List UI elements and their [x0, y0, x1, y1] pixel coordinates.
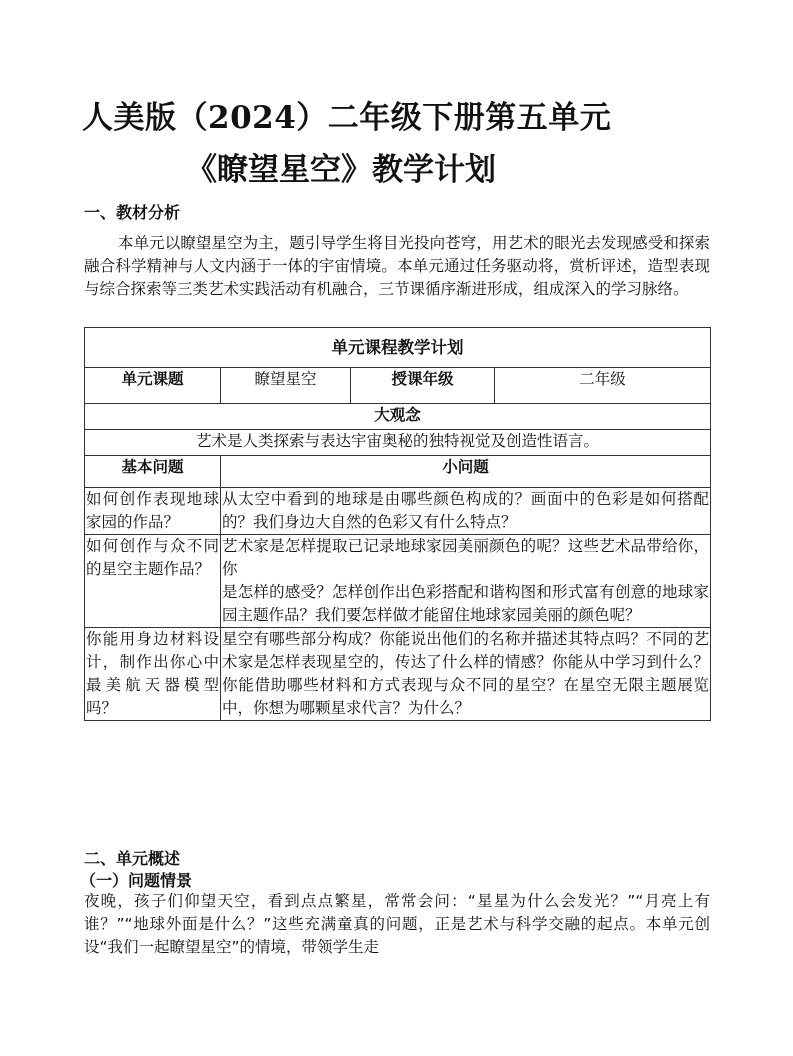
basic-question-3: 你能用身边材料设计，制作出你心中最美航天器模型吗？: [85, 628, 221, 721]
small-questions-1: 从太空中看到的地球是由哪些颜色构成的？画面中的色彩是如何搭配的？我们身边大自然的色彩又有什么特点？: [221, 488, 711, 535]
grade-value: 二年级: [495, 368, 711, 404]
document-title-line1: 人美版（2024）二年级下册第五单元: [82, 100, 612, 136]
small-questions-3: 星空有哪些部分构成？你能说出他们的名称并描述其特点吗？不同的艺术家是怎样表现星空的，传达了什么样的情感？你能从中学习到什么？你能借助哪些材料和方式表现与众不同的星空？在星空无限主题展览中，你想为哪颗星求代言？为什么？: [221, 628, 711, 721]
document-title-line2: 《瞭望星空》教学计划: [186, 152, 496, 188]
section1-heading: 一、教材分析: [84, 203, 181, 222]
col-header-basic: 基本问题: [85, 456, 221, 488]
small-questions-2-line-a: 艺术家是怎样提取已记录地球家园美丽颜色的呢？这些艺术品带给你，你: [222, 537, 709, 578]
small-questions-2-line-b: 是怎样的感受？怎样创作出色彩搭配和谐构图和形式富有创意的地球家园主题作品？我们要怎样做才能留住地球家园美丽的颜色呢？: [222, 583, 709, 624]
topic-label: 单元课题: [85, 368, 221, 404]
section1-paragraph: 本单元以瞭望星空为主，题引导学生将目光投向苍穹，用艺术的眼光去发现感受和探索融合科学精神与人文内涵于一体的宇宙情境。本单元通过任务驱动将，赏析评述，造型表现与综合探索等三类艺术实践活动有机融合，三节课循序渐进形成，组成深入的学习脉络。: [84, 234, 710, 298]
big-idea-label: 大观念: [85, 404, 711, 430]
basic-question-1: 如何创作表现地球家园的作品？: [85, 488, 221, 535]
table-caption: 单元课程教学计划: [85, 328, 711, 368]
section2-subheading: （一）问题情景: [80, 871, 193, 890]
unit-plan-table: [84, 327, 711, 721]
topic-value: 瞭望星空: [221, 368, 351, 404]
section2-heading: 二、单元概述: [84, 849, 181, 868]
basic-question-2: 如何创作与众不同的星空主题作品？: [85, 535, 221, 628]
grade-label: 授课年级: [351, 368, 495, 404]
section2-paragraph: 夜晚，孩子们仰望天空，看到点点繁星，常常会问：“星星为什么会发光？”“月亮上有谁？”“地球外面是什么？”这些充满童真的问题，正是艺术与科学交融的起点。本单元创设“我们一起瞭望星空”的情境，带领学生走: [84, 892, 710, 956]
col-header-small: 小问题: [221, 456, 711, 488]
big-idea-text: 艺术是人类探索与表达宇宙奥秘的独特视觉及创造性语言。: [85, 430, 711, 456]
small-questions-2: [221, 535, 711, 628]
